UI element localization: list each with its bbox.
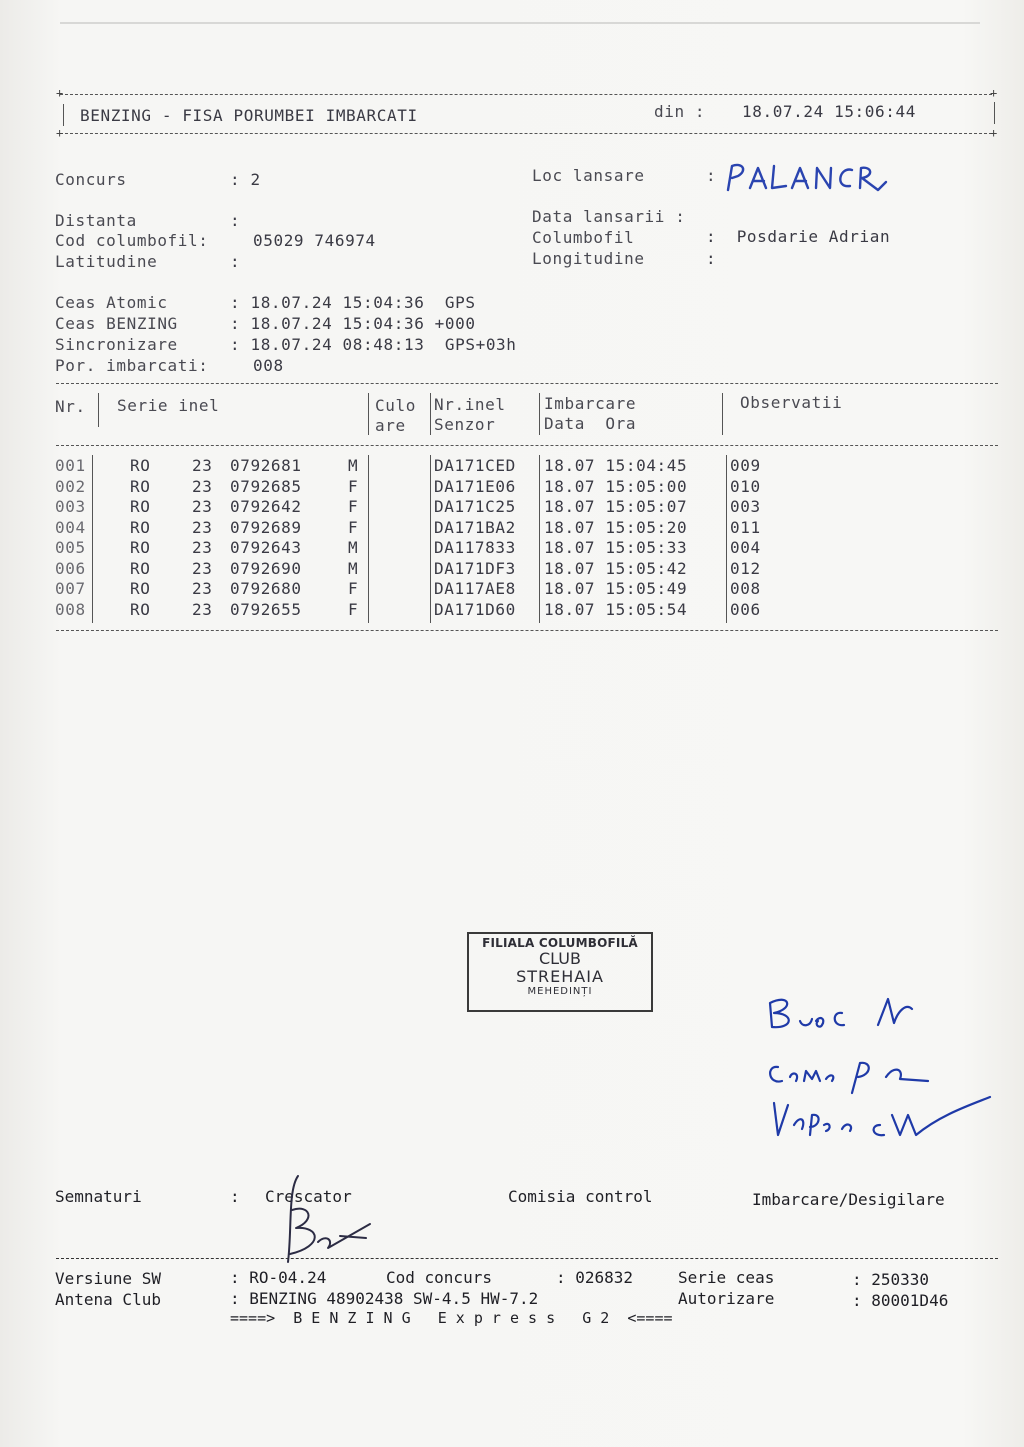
cell-year: 23 bbox=[192, 476, 213, 496]
cod-concurs-label: Cod concurs bbox=[386, 1268, 492, 1287]
cell-observatii: 011 bbox=[730, 517, 761, 537]
col-header-observatii: Observatii bbox=[740, 393, 843, 412]
scan-edge-line bbox=[60, 22, 980, 24]
cell-observatii: 010 bbox=[730, 476, 761, 496]
cell-datetime: 18.07 15:05:54 bbox=[544, 599, 688, 619]
versiune-label: Versiune SW bbox=[55, 1269, 161, 1288]
cell-sex: M bbox=[348, 456, 359, 475]
por-imbarcati-label: Por. imbarcati: bbox=[55, 356, 209, 375]
latitudine-label: Latitudine bbox=[55, 252, 158, 271]
loc-lansare-label: Loc lansare bbox=[532, 166, 645, 185]
club-stamp bbox=[467, 932, 653, 1012]
cell-sex: F bbox=[348, 579, 359, 598]
corner-plus: + bbox=[990, 86, 998, 100]
cell-sex: F bbox=[348, 599, 359, 619]
report-datetime: 18.07.24 15:06:44 bbox=[742, 102, 916, 121]
cell-country: RO bbox=[130, 558, 151, 578]
table-top-border bbox=[56, 383, 998, 384]
table-row bbox=[0, 559, 1000, 579]
cell-nr: 008 bbox=[55, 599, 86, 619]
table-row bbox=[0, 538, 1000, 558]
distanta-value: : bbox=[230, 211, 241, 230]
stamp-line-4: MEHEDINȚI bbox=[527, 986, 593, 997]
cell-nr: 007 bbox=[55, 579, 86, 598]
semnaturi-colon: : bbox=[230, 1187, 240, 1206]
cell-nr: 003 bbox=[55, 497, 86, 516]
cell-datetime: 18.07 15:05:07 bbox=[544, 497, 688, 516]
stamp-line-3: STREHAIA bbox=[516, 967, 604, 986]
cell-datetime: 18.07 15:04:45 bbox=[544, 456, 688, 475]
cell-ring: 0792680 bbox=[230, 579, 302, 598]
cell-ring: 0792690 bbox=[230, 558, 302, 578]
cell-sex: M bbox=[348, 558, 359, 578]
cell-observatii: 004 bbox=[730, 538, 761, 557]
cell-country: RO bbox=[130, 497, 151, 516]
cell-year: 23 bbox=[192, 517, 213, 537]
header-bottom-border bbox=[60, 133, 992, 134]
cell-sensor: DA171E06 bbox=[434, 476, 516, 496]
cell-year: 23 bbox=[192, 456, 213, 475]
cell-datetime: 18.07 15:05:49 bbox=[544, 579, 688, 598]
cell-sex: M bbox=[348, 538, 359, 557]
cell-year: 23 bbox=[192, 599, 213, 619]
col-header-imbarcare-1: Imbarcare bbox=[544, 394, 637, 413]
cod-columbofil-label: Cod columbofil: bbox=[55, 231, 209, 250]
table-row bbox=[0, 579, 1000, 599]
cell-observatii: 009 bbox=[730, 456, 761, 475]
benzing-banner: ====> B E N Z I N G E x p r e s s G 2 <==== bbox=[230, 1309, 673, 1327]
columbofil-label: Columbofil bbox=[532, 228, 635, 247]
cell-sensor: DA171BA2 bbox=[434, 517, 516, 537]
cell-sensor: DA171CED bbox=[434, 456, 516, 475]
distanta-label: Distanta bbox=[55, 211, 137, 230]
versiune-value: : RO-04.24 bbox=[230, 1268, 327, 1287]
longitudine-value: : bbox=[706, 249, 717, 268]
table-row bbox=[0, 477, 1000, 497]
cell-observatii: 008 bbox=[730, 579, 761, 598]
col-header-nr: Nr. bbox=[55, 397, 86, 416]
cell-ring: 0792685 bbox=[230, 476, 302, 496]
cell-year: 23 bbox=[192, 497, 213, 516]
cell-datetime: 18.07 15:05:33 bbox=[544, 538, 688, 557]
imbarcare-desigilare-label: Imbarcare/Desigilare bbox=[752, 1190, 945, 1209]
cod-concurs-value: : 026832 bbox=[556, 1268, 634, 1287]
loc-lansare-handwritten bbox=[720, 156, 890, 200]
comisia-label: Comisia control bbox=[508, 1187, 653, 1206]
concurs-label: Concurs bbox=[55, 170, 127, 189]
footer-top-border bbox=[56, 1258, 998, 1259]
cell-year: 23 bbox=[192, 579, 213, 598]
ceas-benzing-value: : 18.07.24 15:04:36 +000 bbox=[230, 314, 476, 333]
cell-sensor: DA117833 bbox=[434, 538, 516, 557]
autorizare-value: : 80001D46 bbox=[852, 1291, 949, 1310]
table-row bbox=[0, 497, 1000, 517]
cell-nr: 002 bbox=[55, 476, 86, 496]
breeder-signature-icon bbox=[270, 1170, 390, 1270]
cell-sex: F bbox=[348, 497, 359, 516]
cell-datetime: 18.07 15:05:20 bbox=[544, 517, 688, 537]
cell-country: RO bbox=[130, 579, 151, 598]
col-sep-imbarcare bbox=[722, 393, 723, 435]
ceas-atomic-value: : 18.07.24 15:04:36 GPS bbox=[230, 293, 476, 312]
longitudine-label: Longitudine bbox=[532, 249, 645, 268]
table-header-separator bbox=[56, 445, 998, 446]
cell-ring: 0792642 bbox=[230, 497, 302, 516]
cell-observatii: 006 bbox=[730, 599, 761, 619]
cell-observatii: 012 bbox=[730, 558, 761, 578]
header-left-border bbox=[63, 104, 64, 126]
cell-country: RO bbox=[130, 476, 151, 496]
data-lansarii-label: Data lansarii : bbox=[532, 207, 686, 226]
cell-year: 23 bbox=[192, 538, 213, 557]
ceas-atomic-label: Ceas Atomic bbox=[55, 293, 168, 312]
header-top-border bbox=[60, 94, 992, 95]
loc-lansare-colon: : bbox=[706, 166, 717, 185]
col-sep-senzor bbox=[539, 393, 540, 435]
corner-plus: + bbox=[990, 126, 998, 140]
concurs-value: : 2 bbox=[230, 170, 261, 189]
sincronizare-value: : 18.07.24 08:48:13 GPS+03h bbox=[230, 335, 517, 354]
serie-ceas-value: : 250330 bbox=[852, 1270, 930, 1289]
table-row bbox=[0, 518, 1000, 538]
corner-plus: + bbox=[56, 86, 64, 100]
din-label: din : bbox=[654, 102, 706, 121]
stamp-line-1: FILIALA COLUMBOFILĂ bbox=[482, 936, 638, 950]
crescator-label: Crescator bbox=[265, 1187, 352, 1206]
cell-ring: 0792681 bbox=[230, 456, 302, 475]
corner-plus: + bbox=[56, 126, 64, 140]
col-sep-serie bbox=[368, 393, 369, 435]
col-header-imbarcare-2: Data Ora bbox=[544, 414, 637, 433]
antena-value: : BENZING 48902438 SW-4.5 HW-7.2 bbox=[230, 1289, 539, 1308]
table-bottom-border bbox=[56, 630, 998, 631]
table-row bbox=[0, 600, 1000, 620]
ceas-benzing-label: Ceas BENZING bbox=[55, 314, 178, 333]
cell-year: 23 bbox=[192, 558, 213, 578]
cell-nr: 001 bbox=[55, 456, 86, 475]
cell-sex: F bbox=[348, 517, 359, 537]
semnaturi-label: Semnaturi bbox=[55, 1187, 142, 1206]
col-sep-culo bbox=[430, 393, 431, 435]
cell-sensor: DA171D60 bbox=[434, 599, 516, 619]
col-header-nrinel-2: Senzor bbox=[434, 415, 496, 434]
cod-columbofil-value: 05029 746974 bbox=[253, 231, 376, 250]
handwritten-palanca-icon bbox=[720, 156, 890, 196]
cell-observatii: 003 bbox=[730, 497, 761, 516]
cell-nr: 004 bbox=[55, 517, 86, 537]
cell-sensor: DA171C25 bbox=[434, 497, 516, 516]
autorizare-label: Autorizare bbox=[678, 1289, 775, 1308]
cell-sex: F bbox=[348, 476, 359, 496]
por-imbarcati-value: 008 bbox=[253, 356, 284, 375]
cell-datetime: 18.07 15:05:42 bbox=[544, 558, 688, 578]
latitudine-value: : bbox=[230, 252, 241, 271]
columbofil-value: : Posdarie Adrian bbox=[706, 227, 891, 246]
cell-country: RO bbox=[130, 599, 151, 619]
antena-label: Antena Club bbox=[55, 1290, 161, 1309]
cell-ring: 0792643 bbox=[230, 538, 302, 557]
serie-ceas-label: Serie ceas bbox=[678, 1268, 775, 1287]
report-title: BENZING - FISA PORUMBEI IMBARCATI bbox=[80, 106, 418, 125]
cell-country: RO bbox=[130, 538, 151, 557]
col-header-culoare-2: are bbox=[375, 416, 406, 435]
cell-datetime: 18.07 15:05:00 bbox=[544, 476, 688, 496]
cell-ring: 0792655 bbox=[230, 599, 302, 619]
col-sep-nr bbox=[98, 393, 99, 427]
cell-sensor: DA117AE8 bbox=[434, 579, 516, 598]
col-header-culoare-1: Culo bbox=[375, 396, 416, 415]
col-header-serie: Serie inel bbox=[117, 396, 220, 415]
cell-nr: 006 bbox=[55, 558, 86, 578]
cell-country: RO bbox=[130, 517, 151, 537]
col-header-nrinel-1: Nr.inel bbox=[434, 395, 506, 414]
stamp-line-2: CLUB bbox=[539, 949, 581, 968]
cell-ring: 0792689 bbox=[230, 517, 302, 537]
cell-sensor: DA171DF3 bbox=[434, 558, 516, 578]
cell-nr: 005 bbox=[55, 538, 86, 557]
sincronizare-label: Sincronizare bbox=[55, 335, 178, 354]
cell-country: RO bbox=[130, 456, 151, 475]
table-row bbox=[0, 456, 1000, 476]
commission-signatures-icon bbox=[760, 985, 1000, 1155]
header-right-border bbox=[994, 102, 995, 124]
